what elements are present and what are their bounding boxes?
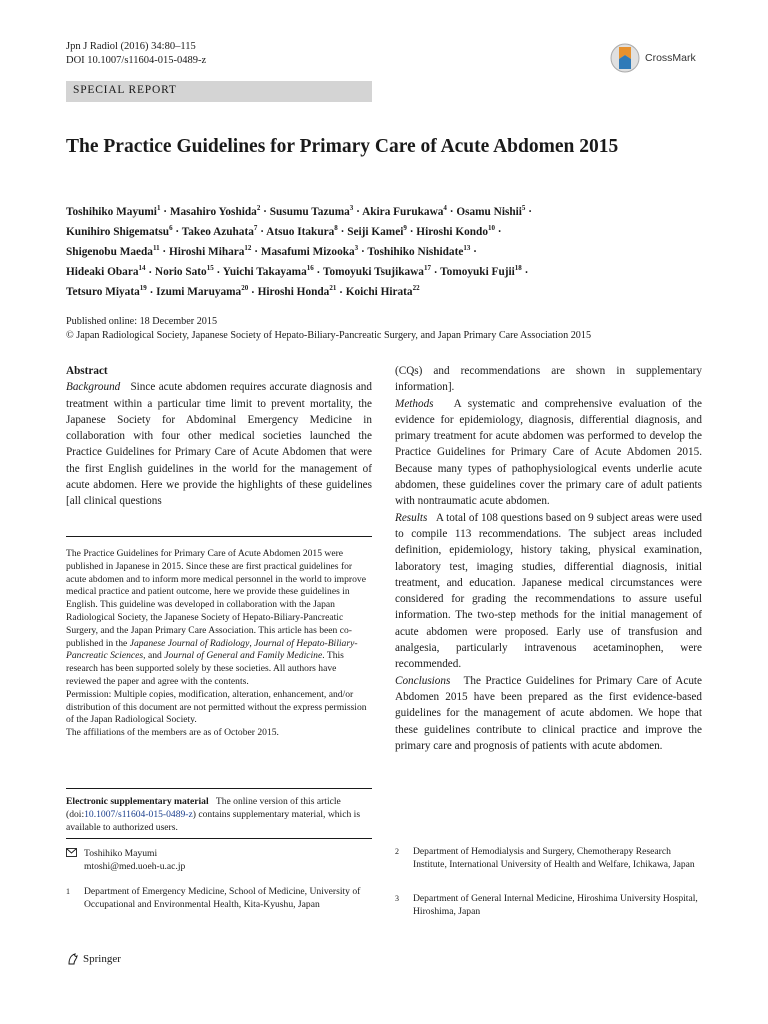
footnote-divider: [66, 536, 372, 537]
author-affiliation-number: 2: [256, 204, 261, 212]
doi-link[interactable]: 10.1007/s11604-015-0489-z: [84, 808, 193, 820]
journal-name-3: Journal of General and Family Medicine: [164, 650, 323, 662]
envelope-icon: [66, 848, 84, 874]
author-affiliation-number: 14: [138, 264, 146, 273]
correspondence-block: [66, 848, 372, 874]
background-label: Background: [66, 381, 121, 394]
affiliation-number: 3: [395, 894, 399, 903]
affiliation-number: 2: [395, 847, 399, 856]
author-list: Toshihiko Mayumi$^1$ · Masahiro Yoshida$^2$ · Susumu Tazuma$^3$ · Akira Furukawa$^4$ · Osamu Nishii$^5$ · Kunihiro Shigematsu$^6$ · Takeo Azuhata$^7$ · Atsuo Itakura$^8$ · Seiji Kamei$^9$ · Hiroshi Kondo$^{10}$ · Shigenobu Maeda$^{11}$ · Hiroshi Mihara$^{12}$ · Masafumi Mizooka$^3$ · Toshihiko Nishidate$^{13}$ · Hideaki Obara$^{14}$ · Norio Sato$^{15}$ · Yuichi Takayama$^{16}$ · Tomoyuki Tsujikawa$^{17}$ · Tomoyuki Fujii$^{18}$ · Tetsuro Miyata$^{19}$ · Izumi Maruyama$^{20}$ · Hiroshi Honda$^{21}$ · Koichi Hirata$^{22}$: [66, 204, 533, 299]
corresponding-email[interactable]: mtoshi@med.uoeh-u.ac.jp: [84, 860, 186, 872]
author-name: Takeo Azuhata$^7$: [181, 224, 258, 238]
author-name: Atsuo Itakura$^8$: [266, 224, 338, 238]
journal-citation: Jpn J Radiol (2016) 34:80–115: [66, 41, 196, 52]
methods-label: Methods: [395, 397, 434, 410]
abstract-heading: Abstract: [66, 365, 108, 377]
author-affiliation-number: 22: [412, 284, 420, 293]
author-affiliation-number: 5: [521, 204, 526, 212]
article-note: [66, 548, 372, 740]
author-name: Tomoyuki Tsujikawa$^{17}$: [322, 264, 431, 279]
publisher-logo: [66, 952, 121, 966]
affiliation-text: Department of Emergency Medicine, School of Medicine, University of Occupational and Environmental Health, Kita-Kyushu, Japan: [84, 886, 361, 910]
note-separator-2: , and: [143, 650, 162, 662]
publication-info: [66, 315, 706, 342]
affiliation-number: 1: [66, 887, 70, 896]
journal-header: [66, 40, 206, 68]
author-name: Yuichi Takayama$^{16}$: [222, 264, 314, 279]
author-affiliation-number: 4: [443, 204, 447, 212]
author-name: Koichi Hirata$^{22}$: [345, 284, 420, 299]
publisher-name: Springer: [83, 953, 121, 965]
author-affiliation-number: 17: [423, 264, 431, 273]
author-affiliation-number: 1: [156, 204, 161, 212]
esm-label: Electronic supplementary material: [66, 796, 209, 807]
author-name: Toshihiko Nishidate$^{13}$: [367, 244, 471, 259]
author-name: Seiji Kamei$^9$: [347, 224, 407, 238]
background-text-part1: Since acute abdomen requires accurate diagnosis and treatment within a particular time limit to prevent mortality, the Japanese Society for Abdominal Emergency Medicine in collaboration with four other medical societies launched the Practice Guidelines for Primary Care of Acute Abdomen that were the first English guidelines in the world for the management of acute abdomen. Here we provide the highlights of these guidelines [all clinical questions: [66, 381, 372, 508]
author-affiliation-number: 12: [244, 244, 252, 253]
esm-text-a: The online version of this article (doi:: [66, 796, 341, 820]
published-date: Published online: 18 December 2015: [66, 316, 218, 327]
author-affiliation-number: 8: [334, 224, 338, 233]
author-affiliation-number: 19: [139, 284, 147, 293]
author-name: Hideaki Obara$^{14}$: [66, 264, 146, 279]
crossmark-button[interactable]: [610, 40, 710, 76]
doi-line: DOI 10.1007/s11604-015-0489-z: [66, 55, 207, 66]
report-type-banner: [66, 81, 372, 102]
author-name: Masahiro Yoshida$^2$: [169, 204, 261, 218]
abstract-right-column: [395, 363, 702, 754]
affiliation-text: Department of Hemodialysis and Surgery, Chemotherapy Research Institute, International University of Health and Welfare, Ichikawa, Japan: [413, 846, 695, 870]
author-affiliation-number: 6: [169, 224, 173, 233]
author-name: Shigenobu Maeda$^{11}$: [66, 244, 160, 259]
abstract-conclusions: [395, 673, 702, 754]
results-label: Results: [395, 511, 428, 524]
author-affiliation-number: 15: [206, 264, 214, 273]
author-name: Norio Sato$^{15}$: [154, 264, 214, 279]
correspondence-divider: [66, 838, 372, 839]
journal-name-1: Japanese Journal of Radiology: [129, 637, 250, 649]
author-affiliation-number: 21: [329, 284, 337, 293]
methods-text: A systematic and comprehensive evaluation of the evidence for epidemiology, diagnosis, differential diagnosis, and primary treatment for acute abdomen was performed to develop the Practice Guidelines for Primary Care of Acute Abdomen 2015. Because many types of pathophysiological events underlie acute abdomen, these guidelines cover the primary care of adult patients with nontraumatic acute abdomen.: [395, 397, 702, 508]
abstract-left-column: [66, 363, 372, 510]
journal-name-2: Journal of Hepato-Biliary-Pancreatic Sciences: [66, 637, 358, 662]
crossmark-label: CrossMark: [645, 52, 696, 64]
author-affiliation-number: 11: [152, 244, 160, 253]
permission-note: Permission: Multiple copies, modification, alteration, enhancement, and/or distribution of this document are not permitted without the express permission of the Japan Radiological Society.: [66, 688, 367, 726]
results-text: A total of 108 questions based on 9 subject areas were used to compile 113 recommendations. The subject areas included definition, epidemiology, history taking, physical examination, laboratory test, imaging studies, differential diagnosis, initial treatment, and education. Japanese medical circumstances were considered for grading the recommendations to assure useful information. The two-step methods for the initial management of acute abdomen were proposed. Early use of transfusion and analgesia, particularly intravenous acetaminophen, were recommended.: [395, 511, 702, 671]
author-affiliation-number: 20: [241, 284, 249, 293]
report-type-label: SPECIAL REPORT: [73, 84, 177, 96]
supplementary-material-note: [66, 796, 372, 834]
author-name: Osamu Nishii$^5$: [456, 204, 526, 218]
author-affiliation-number: 18: [514, 264, 522, 273]
note-separator-1: ,: [249, 637, 252, 649]
abstract-background: [66, 379, 372, 509]
background-text-part2: (CQs) and recommendations are shown in supplementary information].: [395, 365, 702, 394]
corresponding-author: Toshihiko Mayumi: [84, 848, 158, 859]
esm-divider: [66, 788, 372, 789]
author-name: Hiroshi Mihara$^{12}$: [169, 244, 252, 259]
conclusions-label: Conclusions: [395, 674, 451, 687]
abstract-results: [395, 510, 702, 673]
author-affiliation-number: 9: [403, 224, 407, 233]
affiliation-2: [395, 846, 702, 872]
author-affiliation-number: 10: [487, 224, 495, 233]
article-title: The Practice Guidelines for Primary Care of Acute Abdomen 2015: [66, 136, 619, 157]
affiliations-note: The affiliations of the members are as of October 2015.: [66, 727, 279, 739]
copyright-line: © Japan Radiological Society, Japanese Society of Hepato-Biliary-Pancreatic Surgery, and Japan Primary Care Association 2015: [66, 329, 592, 341]
author-name: Masafumi Mizooka$^3$: [260, 244, 359, 259]
springer-horse-icon: [66, 952, 80, 966]
author-name: Toshihiko Mayumi$^1$: [66, 204, 161, 218]
conclusions-text: The Practice Guidelines for Primary Care of Acute Abdomen 2015 have been prepared as the first evidence-based guidelines for the management of acute abdomen. We hope that these guidelines contribute to clinical practice and improve the primary care and prognosis of patients with acute abdomen.: [395, 674, 702, 752]
note-paragraph: [66, 548, 372, 689]
author-affiliation-number: 16: [306, 264, 314, 273]
author-affiliation-number: 13: [463, 244, 471, 253]
affiliation-1: [66, 886, 372, 912]
author-affiliation-number: 7: [253, 224, 258, 233]
author-name: Akira Furukawa$^4$: [362, 204, 447, 218]
author-name: Tetsuro Miyata$^{19}$: [66, 284, 147, 299]
author-name: Susumu Tazuma$^3$: [269, 204, 354, 218]
author-affiliation-number: 3: [354, 244, 359, 253]
crossmark-icon: [610, 41, 640, 75]
affiliation-3: [395, 893, 702, 919]
author-name: Hiroshi Kondo$^{10}$: [416, 224, 495, 238]
author-affiliation-number: 3: [349, 204, 354, 212]
author-name: Izumi Maruyama$^{20}$: [156, 284, 249, 299]
author-name: Tomoyuki Fujii$^{18}$: [440, 264, 522, 279]
abstract-methods: [395, 396, 702, 510]
note-text-b: . This research has been supported solely by these societies. All authors have reviewed the paper and agree with the contents.: [66, 650, 344, 687]
affiliation-text: Department of General Internal Medicine, Hiroshima University Hospital, Hiroshima, Japan: [413, 893, 698, 917]
author-name: Kunihiro Shigematsu$^6$: [66, 224, 173, 238]
note-text-a: The Practice Guidelines for Primary Care of Acute Abdomen 2015 were published in Japanese in 2015. Since these are first practical guidelines for acute abdomen and to inform more medical personnel in the world to improve medical practice and patient outcome, here we provide these guidelines in English. This guideline was developed in collaboration with the Japan Radiological Society, the Japanese Society of Hepato-Biliary-Pancreatic Surgery, and the Japan Primary Care Association. This article has been co-published in the: [66, 548, 366, 649]
esm-text-b: ) contains supplementary material, which is available to authorized users.: [66, 808, 361, 833]
author-name: Hiroshi Honda$^{21}$: [257, 284, 337, 299]
